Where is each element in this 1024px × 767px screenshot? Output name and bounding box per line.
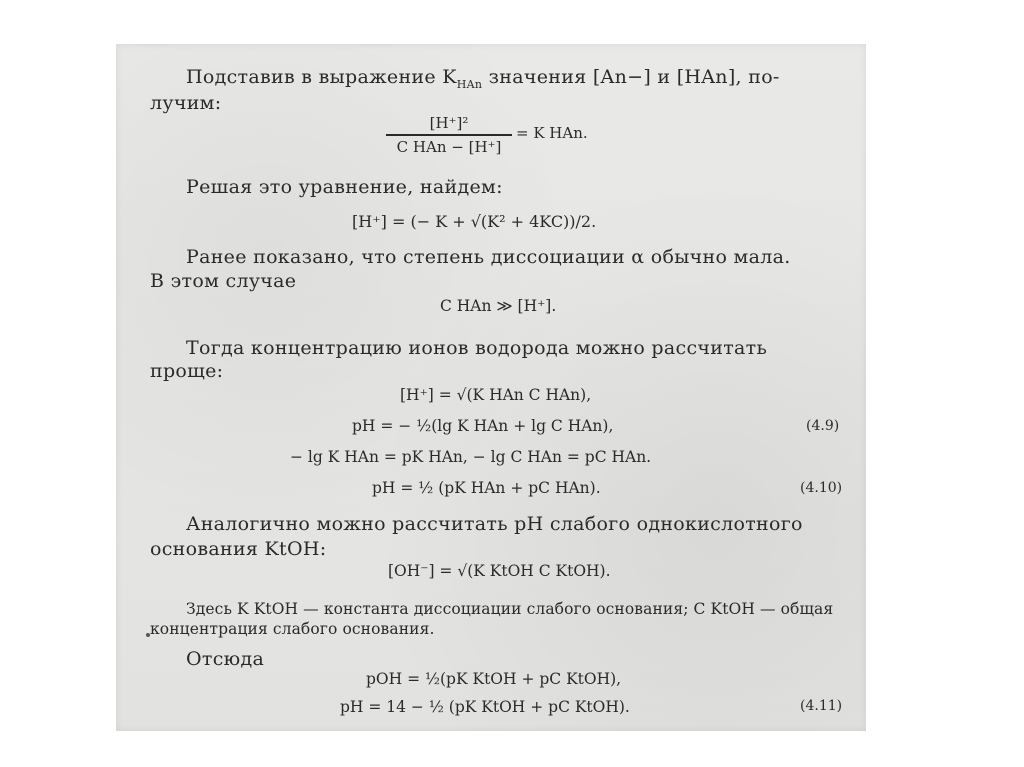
equation-1-denominator: C HAn − [H⁺] — [396, 137, 502, 156]
equation-8: [OH⁻] = √(K KtOH C KtOH). — [388, 562, 611, 580]
equation-10: pH = 14 − ½ (pK KtOH + pC KtOH). — [340, 698, 630, 716]
equation-number-4-11: (4.11) — [800, 698, 843, 714]
paragraph-6-line-2: концентрация слабого основания. — [150, 620, 435, 638]
equation-9: pOH = ½(pK KtOH + pC KtOH), — [366, 670, 622, 688]
paragraph-1-line-1: Подставив в выражение $K_{HAn}$ значения [An−] и [HAn], по- — [186, 66, 780, 91]
equation-4: [H⁺] = √(K HAn C HAn), — [400, 386, 592, 404]
fraction-bar — [386, 134, 512, 136]
paragraph-1-line-2: лучим: — [150, 92, 222, 114]
paragraph-3-line-1: Ранее показано, что степень диссоциации α обычно мала. — [186, 246, 791, 268]
paragraph-5-line-1: Аналогично можно рассчитать pH слабого однокислотного — [186, 513, 803, 535]
paragraph-3-line-2: В этом случае — [150, 270, 297, 292]
equation-7: pH = ½ (pK HAn + pC HAn). — [372, 479, 601, 497]
print-speck — [146, 633, 150, 637]
paragraph-4-line-2: проще: — [150, 360, 224, 382]
paragraph-5-line-2: основания KtOH: — [150, 538, 327, 560]
paragraph-7: Отсюда — [186, 648, 265, 670]
paragraph-4-line-1: Тогда концентрацию ионов водорода можно рассчитать — [186, 337, 768, 359]
equation-1-rhs: = K HAn. — [516, 124, 588, 142]
equation-5: pH = − ½(lg K HAn + lg C HAn), — [352, 417, 614, 435]
equation-number-4-10: (4.10) — [800, 480, 843, 496]
equation-1-numerator: [H⁺]² — [429, 114, 469, 132]
equation-6: − lg K HAn = pK HAn, − lg C HAn = pC HAn. — [290, 448, 652, 466]
equation-2: [H⁺] = (− K + √(K² + 4KC))/2. — [352, 212, 597, 231]
paragraph-2: Решая это уравнение, найдем: — [186, 176, 503, 198]
equation-1-fraction — [386, 114, 512, 156]
equation-number-4-9: (4.9) — [806, 418, 840, 434]
paragraph-6-line-1: Здесь K KtOH — константа диссоциации слабого основания; C KtOH — общая — [186, 600, 834, 618]
equation-3: C HAn ≫ [H⁺]. — [440, 297, 557, 315]
